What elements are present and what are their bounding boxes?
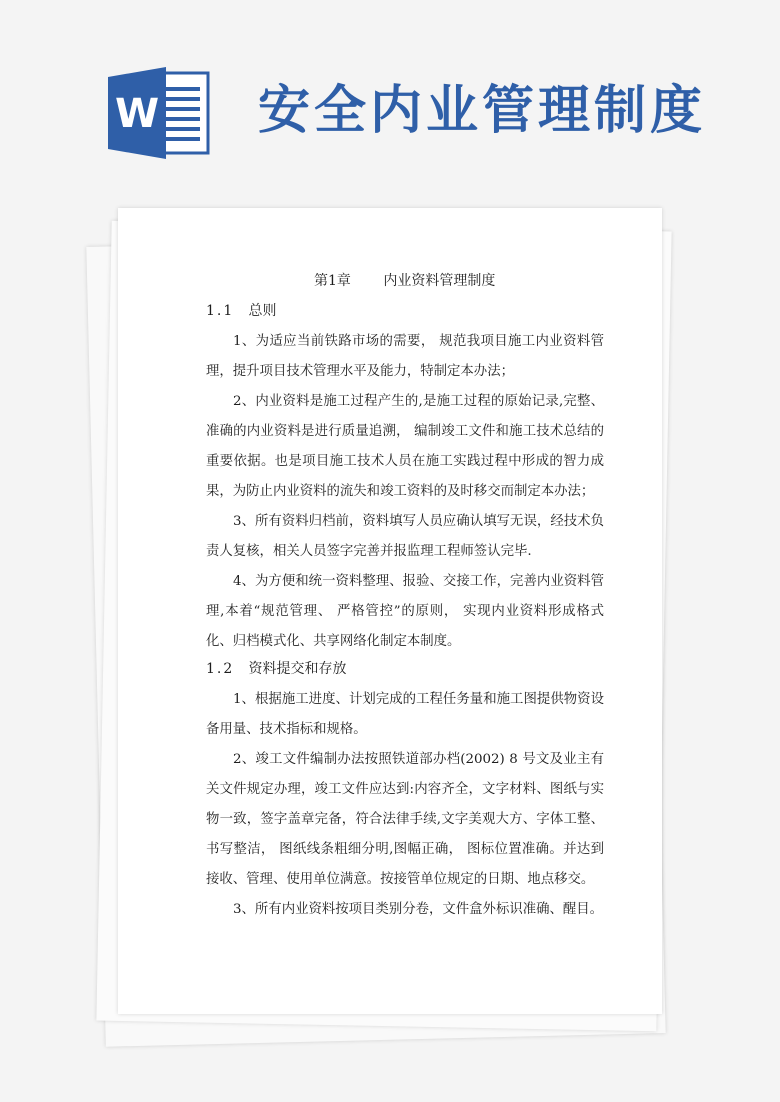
banner [0, 0, 780, 190]
section-title: 总则 [248, 303, 277, 319]
document-content [118, 208, 662, 1014]
paragraph: 3、所有内业资料按项目类别分卷，文件盒外标识准确、醒目。 [233, 902, 604, 917]
banner-title: 安全内业管理制度 [258, 81, 707, 141]
paragraph: 3、所有资料归档前，资料填写人员应确认填写无误，经技术负责人复核，相关人员签字完善并报监理工程师签认完毕. [206, 514, 604, 559]
chapter-number: 第1章 [314, 273, 351, 289]
section-title: 资料提交和存放 [248, 661, 347, 677]
word-document-icon [108, 67, 212, 159]
paragraph: 1、根据施工进度、计划完成的工程任务量和施工图提供物资设备用量、技术指标和规格。 [206, 692, 604, 737]
section-number: 1.2 [206, 661, 235, 677]
chapter-title: 内业资料管理制度 [383, 273, 496, 289]
section-heading-1-2 [206, 658, 346, 678]
paragraph: 2、内业资料是施工过程产生的,是施工过程的原始记录,完整、准确的内业资料是进行质量追溯， 编制竣工文件和施工技术总结的重要依据。也是项目施工技术人员在施工实践过程中形成的智力成果，为防止内业资料的流失和竣工资料的及时移交而制定本办法； [206, 394, 604, 499]
paragraph: 2、竣工文件编制办法按照铁道部办档(2002) 8 号文及业主有关文件规定办理，竣工文件应达到:内容齐全，文字材料、图纸与实物一致，签字盖章完备，符合法律手续,文字美观大方、字体工整、书写整洁， 图纸线条粗细分明,图幅正确， 图标位置准确。并达到接收、管理、使用单位满意。按接管单位规定的日期、地点移交。 [206, 752, 604, 887]
word-logo-letter: W [114, 91, 160, 137]
paragraph: 4、为方便和统一资料整理、报验、交接工作，完善内业资料管理,本着“规范管理、 严格管控”的原则， 实现内业资料形成格式化、归档模式化、共享网络化制定本制度。 [206, 574, 604, 649]
paragraph: 1、为适应当前铁路市场的需要， 规范我项目施工内业资料管理，提升项目技术管理水平及能力，特制定本办法； [206, 334, 604, 379]
section-number: 1.1 [206, 303, 235, 319]
chapter-heading [314, 270, 495, 290]
section-heading-1-1 [206, 300, 276, 320]
